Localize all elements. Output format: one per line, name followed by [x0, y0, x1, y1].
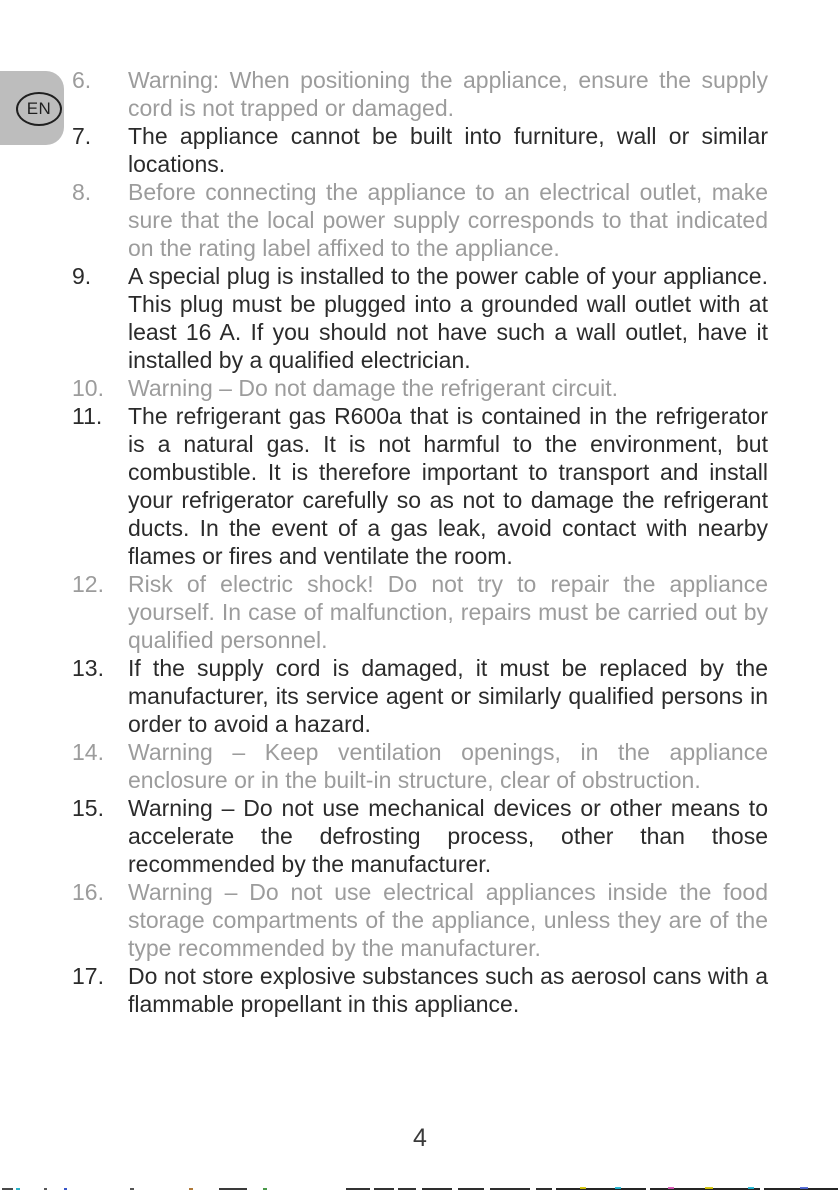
list-item	[72, 374, 768, 402]
item-text: Warning – Do not use mechanical devices or other means to accelerate the defrosting process, other than those recommended by the manufacturer.	[128, 795, 768, 877]
list-item	[72, 178, 768, 262]
list-item	[72, 794, 768, 878]
item-number: 7.	[72, 123, 92, 149]
list-item	[72, 878, 768, 962]
item-text: Risk of electric shock! Do not try to repair the appliance yourself. In case of malfunction, repairs must be carried out by qualified personnel.	[128, 571, 768, 653]
item-text: Warning: When positioning the appliance, ensure the supply cord is not trapped or damaged.	[128, 67, 768, 121]
item-text: The appliance cannot be built into furniture, wall or similar locations.	[128, 123, 768, 177]
item-number: 10.	[72, 375, 104, 401]
language-badge-oval: EN	[16, 92, 62, 126]
item-number: 15.	[72, 795, 104, 821]
item-number: 6.	[72, 67, 92, 93]
item-text: Do not store explosive substances such as aerosol cans with a flammable propellant in this appliance.	[128, 963, 768, 1017]
item-text: The refrigerant gas R600a that is contained in the refrigerator is a natural gas. It is not harmful to the environment, but combustible. It is therefore important to transport and install your refrigerator carefully so as not to damage the refrigerant ducts. In the event of a gas leak, avoid contact with nearby flames or fires and ventilate the room.	[128, 403, 768, 569]
item-number: 8.	[72, 179, 92, 205]
list-item	[72, 122, 768, 178]
list-item	[72, 654, 768, 738]
item-number: 9.	[72, 263, 92, 289]
list-item	[72, 570, 768, 654]
list-item	[72, 402, 768, 570]
list-item	[72, 66, 768, 122]
item-text: Warning – Keep ventilation openings, in the appliance enclosure or in the built-in structure, clear of obstruction.	[128, 739, 768, 793]
item-text: A special plug is installed to the power cable of your appliance. This plug must be plugged into a grounded wall outlet with at least 16 A. If you should not have such a wall outlet, have it installed by a qualified electrician.	[128, 263, 768, 373]
item-text: Warning – Do not use electrical appliances inside the food storage compartments of the appliance, unless they are of the type recommended by the manufacturer.	[128, 879, 768, 961]
item-text: If the supply cord is damaged, it must be replaced by the manufacturer, its service agent or similarly qualified persons in order to avoid a hazard.	[128, 655, 768, 737]
item-number: 12.	[72, 571, 104, 597]
list-item	[72, 262, 768, 374]
item-number: 13.	[72, 655, 104, 681]
page-number: 4	[413, 1124, 427, 1152]
item-number: 17.	[72, 963, 104, 989]
item-number: 11.	[72, 403, 103, 429]
list-item	[72, 738, 768, 794]
item-number: 14.	[72, 739, 104, 765]
item-text: Before connecting the appliance to an electrical outlet, make sure that the local power supply corresponds to that indicated on the rating label affixed to the appliance.	[128, 179, 768, 261]
item-number: 16.	[72, 879, 104, 905]
language-tab	[0, 71, 64, 145]
warning-list	[72, 66, 768, 1018]
item-text: Warning – Do not damage the refrigerant circuit.	[128, 375, 619, 401]
list-item	[72, 962, 768, 1018]
scan-edge-artifact	[0, 1187, 840, 1192]
